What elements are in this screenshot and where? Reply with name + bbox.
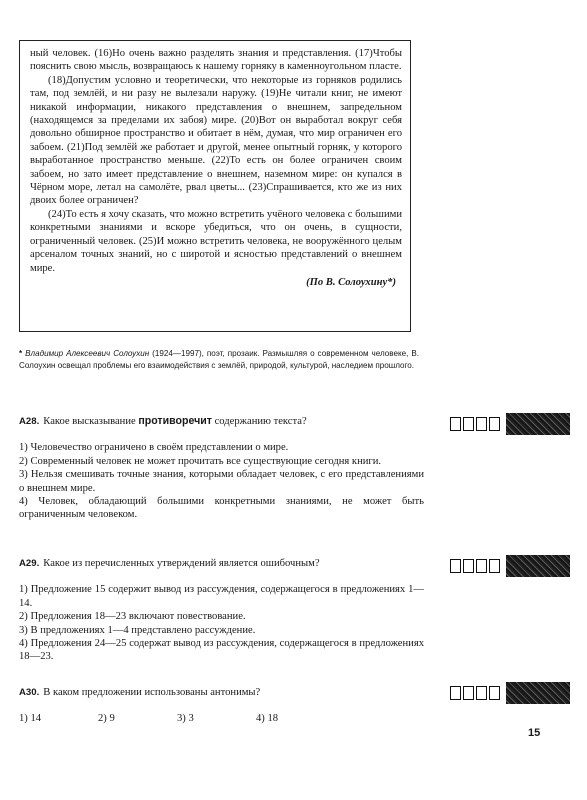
answer-option: 2) Современный человек не может прочитать все существующие сегодня книги. <box>19 455 382 467</box>
answer-option: 1) Предложение 15 содержит вывод из рассуждения, содержащегося в предложениях 1—14. <box>19 584 424 609</box>
answer-options <box>19 712 424 725</box>
question-a28-prompt <box>19 415 424 428</box>
question-number: А29. <box>19 558 40 569</box>
reading-passage <box>19 40 411 332</box>
question-a30 <box>19 686 424 726</box>
answer-grid-marker-bar <box>506 413 570 435</box>
answer-cell[interactable] <box>463 686 474 700</box>
footnote-author-name: Владимир Алексеевич Солоухин <box>25 349 150 358</box>
question-a28 <box>19 415 424 522</box>
question-text: В каком предложении использованы антонимы? <box>43 687 261 698</box>
answer-options <box>19 441 424 521</box>
question-a30-prompt <box>19 686 424 699</box>
answer-grid-marker-bar <box>506 555 570 577</box>
answer-cell[interactable] <box>476 559 487 573</box>
answer-option: 1) Человечество ограничено в своём представлении о мире. <box>19 442 289 454</box>
answer-cells <box>450 559 502 573</box>
answer-cell[interactable] <box>463 417 474 431</box>
question-text: Какое высказывание <box>43 416 139 427</box>
passage-paragraph: (24)То есть я хочу сказать, что можно встретить учёного человека с большими конкретными знаниями и вскоре убедиться, что он очень, в сущности, ограниченный человек. (25)И можно встретить человека, не вооружённого целым арсеналом точных знаний, но с широтой и ясностью представлений о внешнем мире. <box>30 208 402 274</box>
answer-cell[interactable] <box>489 559 500 573</box>
question-number: А28. <box>19 416 40 427</box>
passage-paragraph: ный человек. (16)Но очень важно разделять знания и представления. (17)Чтобы пояснить свою мысль, возвращаюсь к нашему горняку в каменноугольном пласте. <box>30 48 402 73</box>
answer-cell[interactable] <box>489 686 500 700</box>
question-text: Какое из перечисленных утверждений является ошибочным? <box>43 558 320 569</box>
question-a29 <box>19 557 424 664</box>
answer-cell[interactable] <box>463 559 474 573</box>
answer-grid-a30 <box>450 682 570 704</box>
passage-paragraph: (18)Допустим условно и теоретически, что некоторые из горняков родились там, под землёй, и ни разу не вылезали наружу. (19)Не читали книг, не имеют никакой информации, никакого представления о внешнем, запредельном (находящемся за пределами их забоя) мире. (20)Вот он выработал вокруг себя довольно обширное пространство и обитает в нём, думая, что мир ограничен его забоем. (21)Под землёй же работает и другой, менее опытный горняк, у которого выработанное пространство меньше. (22)То есть он более ограничен своим забоем, но зато имеет представление о внешнем, наземном мире: он купался в Чёрном море, летал на самолёте, рвал цветы... (23)Спрашивается, кто же из них двоих более ограничен? <box>30 74 402 207</box>
answer-grid-a28 <box>450 413 570 435</box>
answer-option: 2) Предложения 18—23 включают повествование. <box>19 611 246 623</box>
answer-cell[interactable] <box>450 417 461 431</box>
footnote-text: (1924—1997), поэт, прозаик. Размышляя о современном человеке, В. Солоухин освещал проблемы его взаимодействия с землёй, природой, культурой, наследием прошлого. <box>19 349 420 371</box>
answer-options <box>19 583 424 663</box>
answer-option: 3) Нельзя смешивать точные знания, которыми обладает человек, с его представлениями о внешнем мире. <box>19 469 424 494</box>
answer-cells <box>450 417 502 431</box>
answer-option: 1) 14 <box>19 713 42 725</box>
answer-option: 4) 18 <box>256 713 279 725</box>
answer-option: 4) Человек, обладающий большими конкретными знаниями, не может быть ограниченным человеком. <box>19 496 424 521</box>
answer-cell[interactable] <box>450 686 461 700</box>
question-a29-prompt <box>19 557 424 570</box>
page-number: 15 <box>528 727 541 739</box>
answer-cell[interactable] <box>476 417 487 431</box>
answer-cell[interactable] <box>450 559 461 573</box>
passage-signature: (По В. Солоухину*) <box>306 276 396 288</box>
author-footnote <box>19 348 419 373</box>
question-emphasis: противоречит <box>138 415 212 427</box>
answer-grid-marker-bar <box>506 682 570 704</box>
answer-option: 3) 3 <box>177 713 194 725</box>
answer-cells <box>450 686 502 700</box>
answer-option: 4) Предложения 24—25 содержат вывод из рассуждения, содержащегося в предложениях 18—23. <box>19 638 424 663</box>
answer-grid-a29 <box>450 555 570 577</box>
footnote-mark: * <box>19 349 23 358</box>
question-number: А30. <box>19 687 40 698</box>
answer-option: 2) 9 <box>98 713 115 725</box>
answer-cell[interactable] <box>489 417 500 431</box>
answer-option: 3) В предложениях 1—4 представлено рассуждение. <box>19 624 256 636</box>
answer-cell[interactable] <box>476 686 487 700</box>
question-text: содержанию текста? <box>211 416 307 427</box>
